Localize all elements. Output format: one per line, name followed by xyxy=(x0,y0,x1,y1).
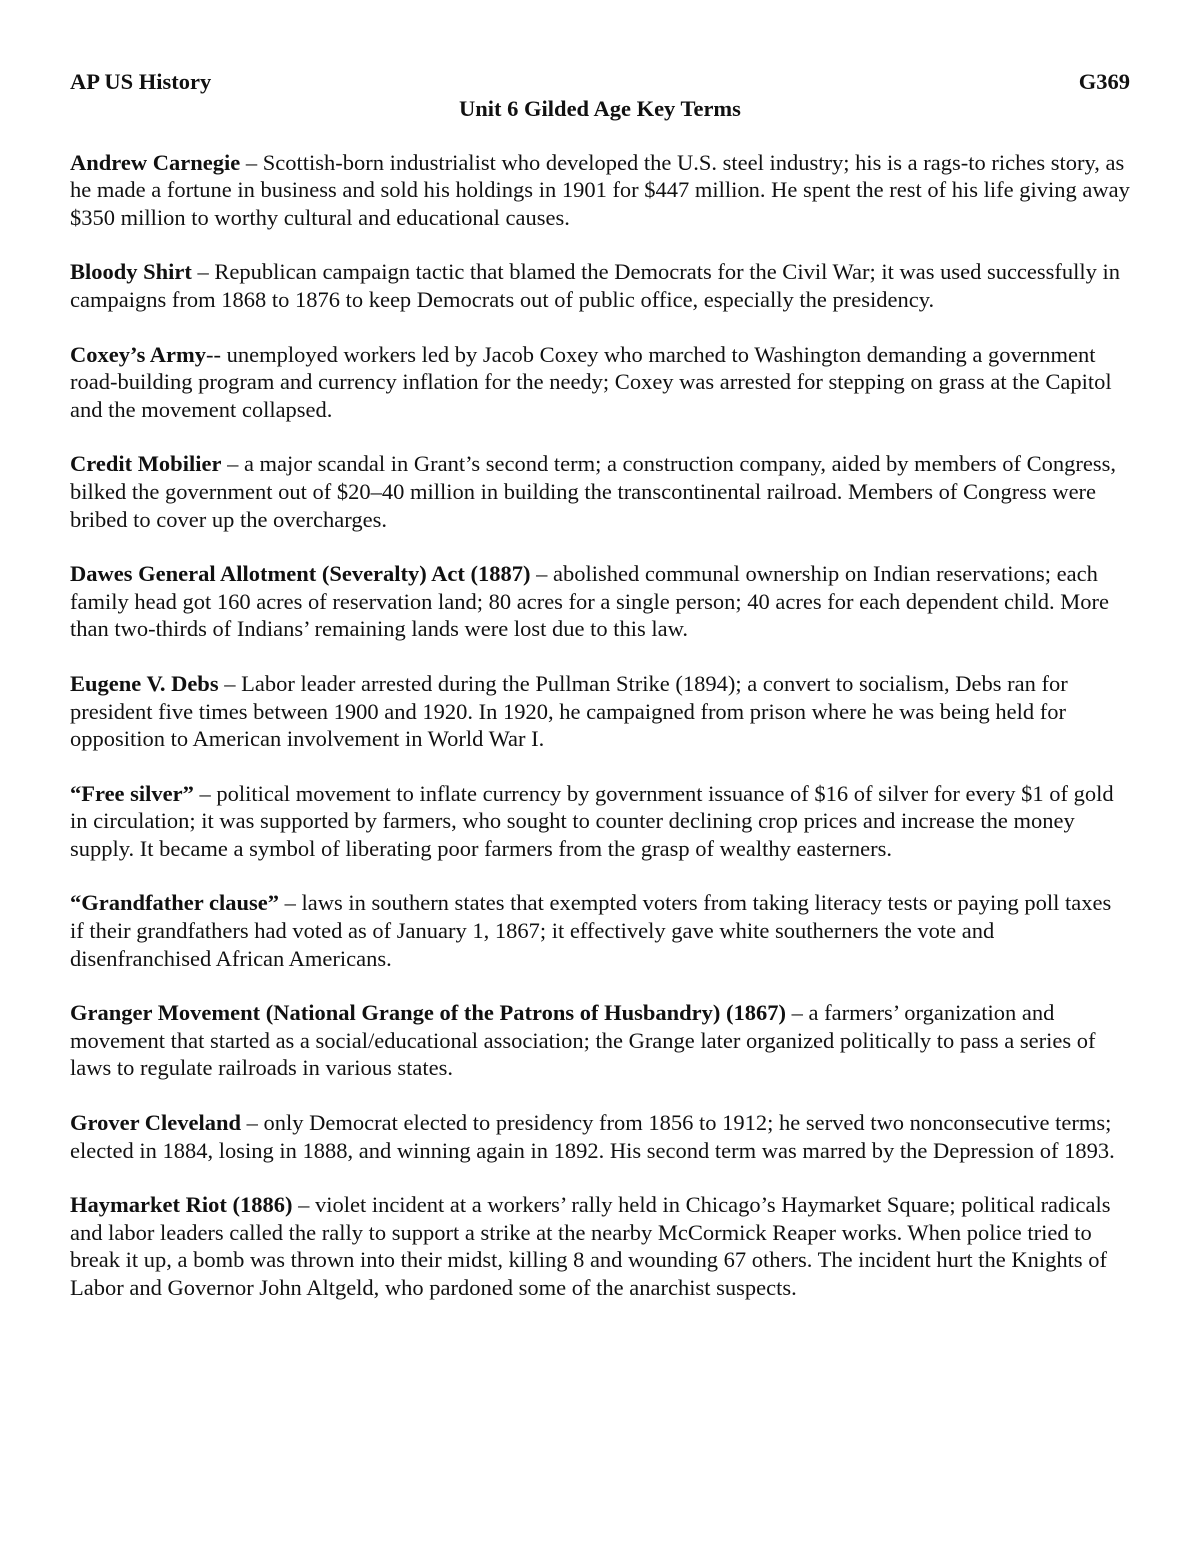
term-separator: – xyxy=(530,561,554,587)
term-definition: Scottish-born industrialist who developed the U.S. steel industry; his is a rags-to riches story, as he made a fortune in business and sold his holdings in 1901 for $447 million. He spent the rest of his life giving away $350 million to worthy cultural and educational causes. xyxy=(70,149,1130,230)
key-term-entry xyxy=(70,780,1130,863)
term-separator: – xyxy=(193,780,217,806)
key-term: “Free silver” xyxy=(70,780,194,806)
key-term-entry xyxy=(70,889,1130,972)
key-term-entry xyxy=(70,149,1130,232)
term-definition: political movement to inflate currency by government issuance of $16 of silver for every $1 of gold in circulation; it was supported by farmers, who sought to counter declining crop prices and increase the money supply. It became a symbol of liberating poor farmers from the grasp of wealthy easterners. xyxy=(70,780,1114,861)
term-definition: laws in southern states that exempted voters from taking literacy tests or paying poll taxes if their grandfathers had voted as of January 1, 1867; it effectively gave white southerners the vote and disenfranchised African Americans. xyxy=(70,890,1112,971)
term-definition: a major scandal in Grant’s second term; a construction company, aided by members of Congress, bilked the government out of $20–40 million in building the transcontinental railroad. Members of Congress were bribed to cover up the overcharges. xyxy=(70,451,1116,532)
term-separator: – xyxy=(191,259,215,285)
term-definition: unemployed workers led by Jacob Coxey who marched to Washington demanding a government road-building program and currency inflation for the needy; Coxey was arrested for stepping on grass at the Capitol and the movement collapsed. xyxy=(70,341,1112,422)
key-term: Grover Cleveland xyxy=(70,1110,242,1136)
key-term-entry xyxy=(70,450,1130,533)
term-separator: – xyxy=(278,890,302,916)
page-title: Unit 6 Gilded Age Key Terms xyxy=(459,96,741,121)
term-separator: – xyxy=(241,1110,264,1136)
key-term: Eugene V. Debs xyxy=(70,670,219,696)
key-term: Andrew Carnegie xyxy=(70,149,241,175)
key-term-entry xyxy=(70,1109,1130,1164)
term-separator: – xyxy=(292,1192,315,1218)
key-term: Haymarket Riot (1886) xyxy=(70,1192,293,1218)
term-definition: Labor leader arrested during the Pullman Strike (1894); a convert to socialism, Debs ran for president five times between 1900 and 1920. In 1920, he campaigned from prison where he was being held for opposition to American involvement in World War I. xyxy=(70,670,1068,752)
key-terms-list xyxy=(70,149,1130,1302)
key-term-entry xyxy=(70,1191,1130,1301)
term-separator: – xyxy=(785,1000,809,1026)
page-header xyxy=(70,68,1130,96)
term-separator: – xyxy=(221,451,244,477)
term-definition: only Democrat elected to presidency from 1856 to 1912; he served two nonconsecutive terms; elected in 1884, losing in 1888, and winning again in 1892. His second term was marred by the Depression of 1893. xyxy=(70,1110,1115,1163)
key-term-entry xyxy=(70,560,1130,643)
key-term-entry xyxy=(70,258,1130,313)
key-term: Coxey’s Army xyxy=(70,341,207,367)
course-name: AP US History xyxy=(70,69,212,94)
key-term: Credit Mobilier xyxy=(70,451,222,477)
key-term-entry xyxy=(70,341,1130,424)
key-term: “Grandfather clause” xyxy=(70,890,279,916)
course-code: G369 xyxy=(1078,69,1130,94)
document-page xyxy=(70,68,1130,1329)
term-definition: a farmers’ organization and movement that started as a social/educational association; the Grange later organized politically to pass a series of laws to regulate railroads in various states. xyxy=(70,1000,1096,1081)
key-term: Dawes General Allotment (Severalty) Act (1887) xyxy=(70,561,531,587)
term-separator: -- xyxy=(206,341,227,367)
term-definition: violet incident at a workers’ rally held in Chicago’s Haymarket Square; political radicals and labor leaders called the rally to support a strike at the nearby McCormick Reaper works. When police tried to break it up, a bomb was thrown into their midst, killing 8 and wounding 67 others. The incident hurt the Knights of Labor and Governor John Altgeld, who pardoned some of the anarchist suspects. xyxy=(70,1192,1111,1300)
key-term: Granger Movement (National Grange of the Patrons of Husbandry) (1867) xyxy=(70,1000,786,1026)
term-definition: Republican campaign tactic that blamed the Democrats for the Civil War; it was used successfully in campaigns from 1868 to 1876 to keep Democrats out of public office, especially the presidency. xyxy=(70,259,1121,312)
key-term-entry xyxy=(70,670,1130,753)
term-definition: abolished communal ownership on Indian reservations; each family head got 160 acres of reservation land; 80 acres for a single person; 40 acres for each dependent child. More than two-thirds of Indians’ remaining lands were lost due to this law. xyxy=(70,561,1109,642)
key-term-entry xyxy=(70,999,1130,1082)
term-separator: – xyxy=(240,149,263,175)
key-term: Bloody Shirt xyxy=(70,259,192,285)
term-separator: – xyxy=(218,670,242,696)
